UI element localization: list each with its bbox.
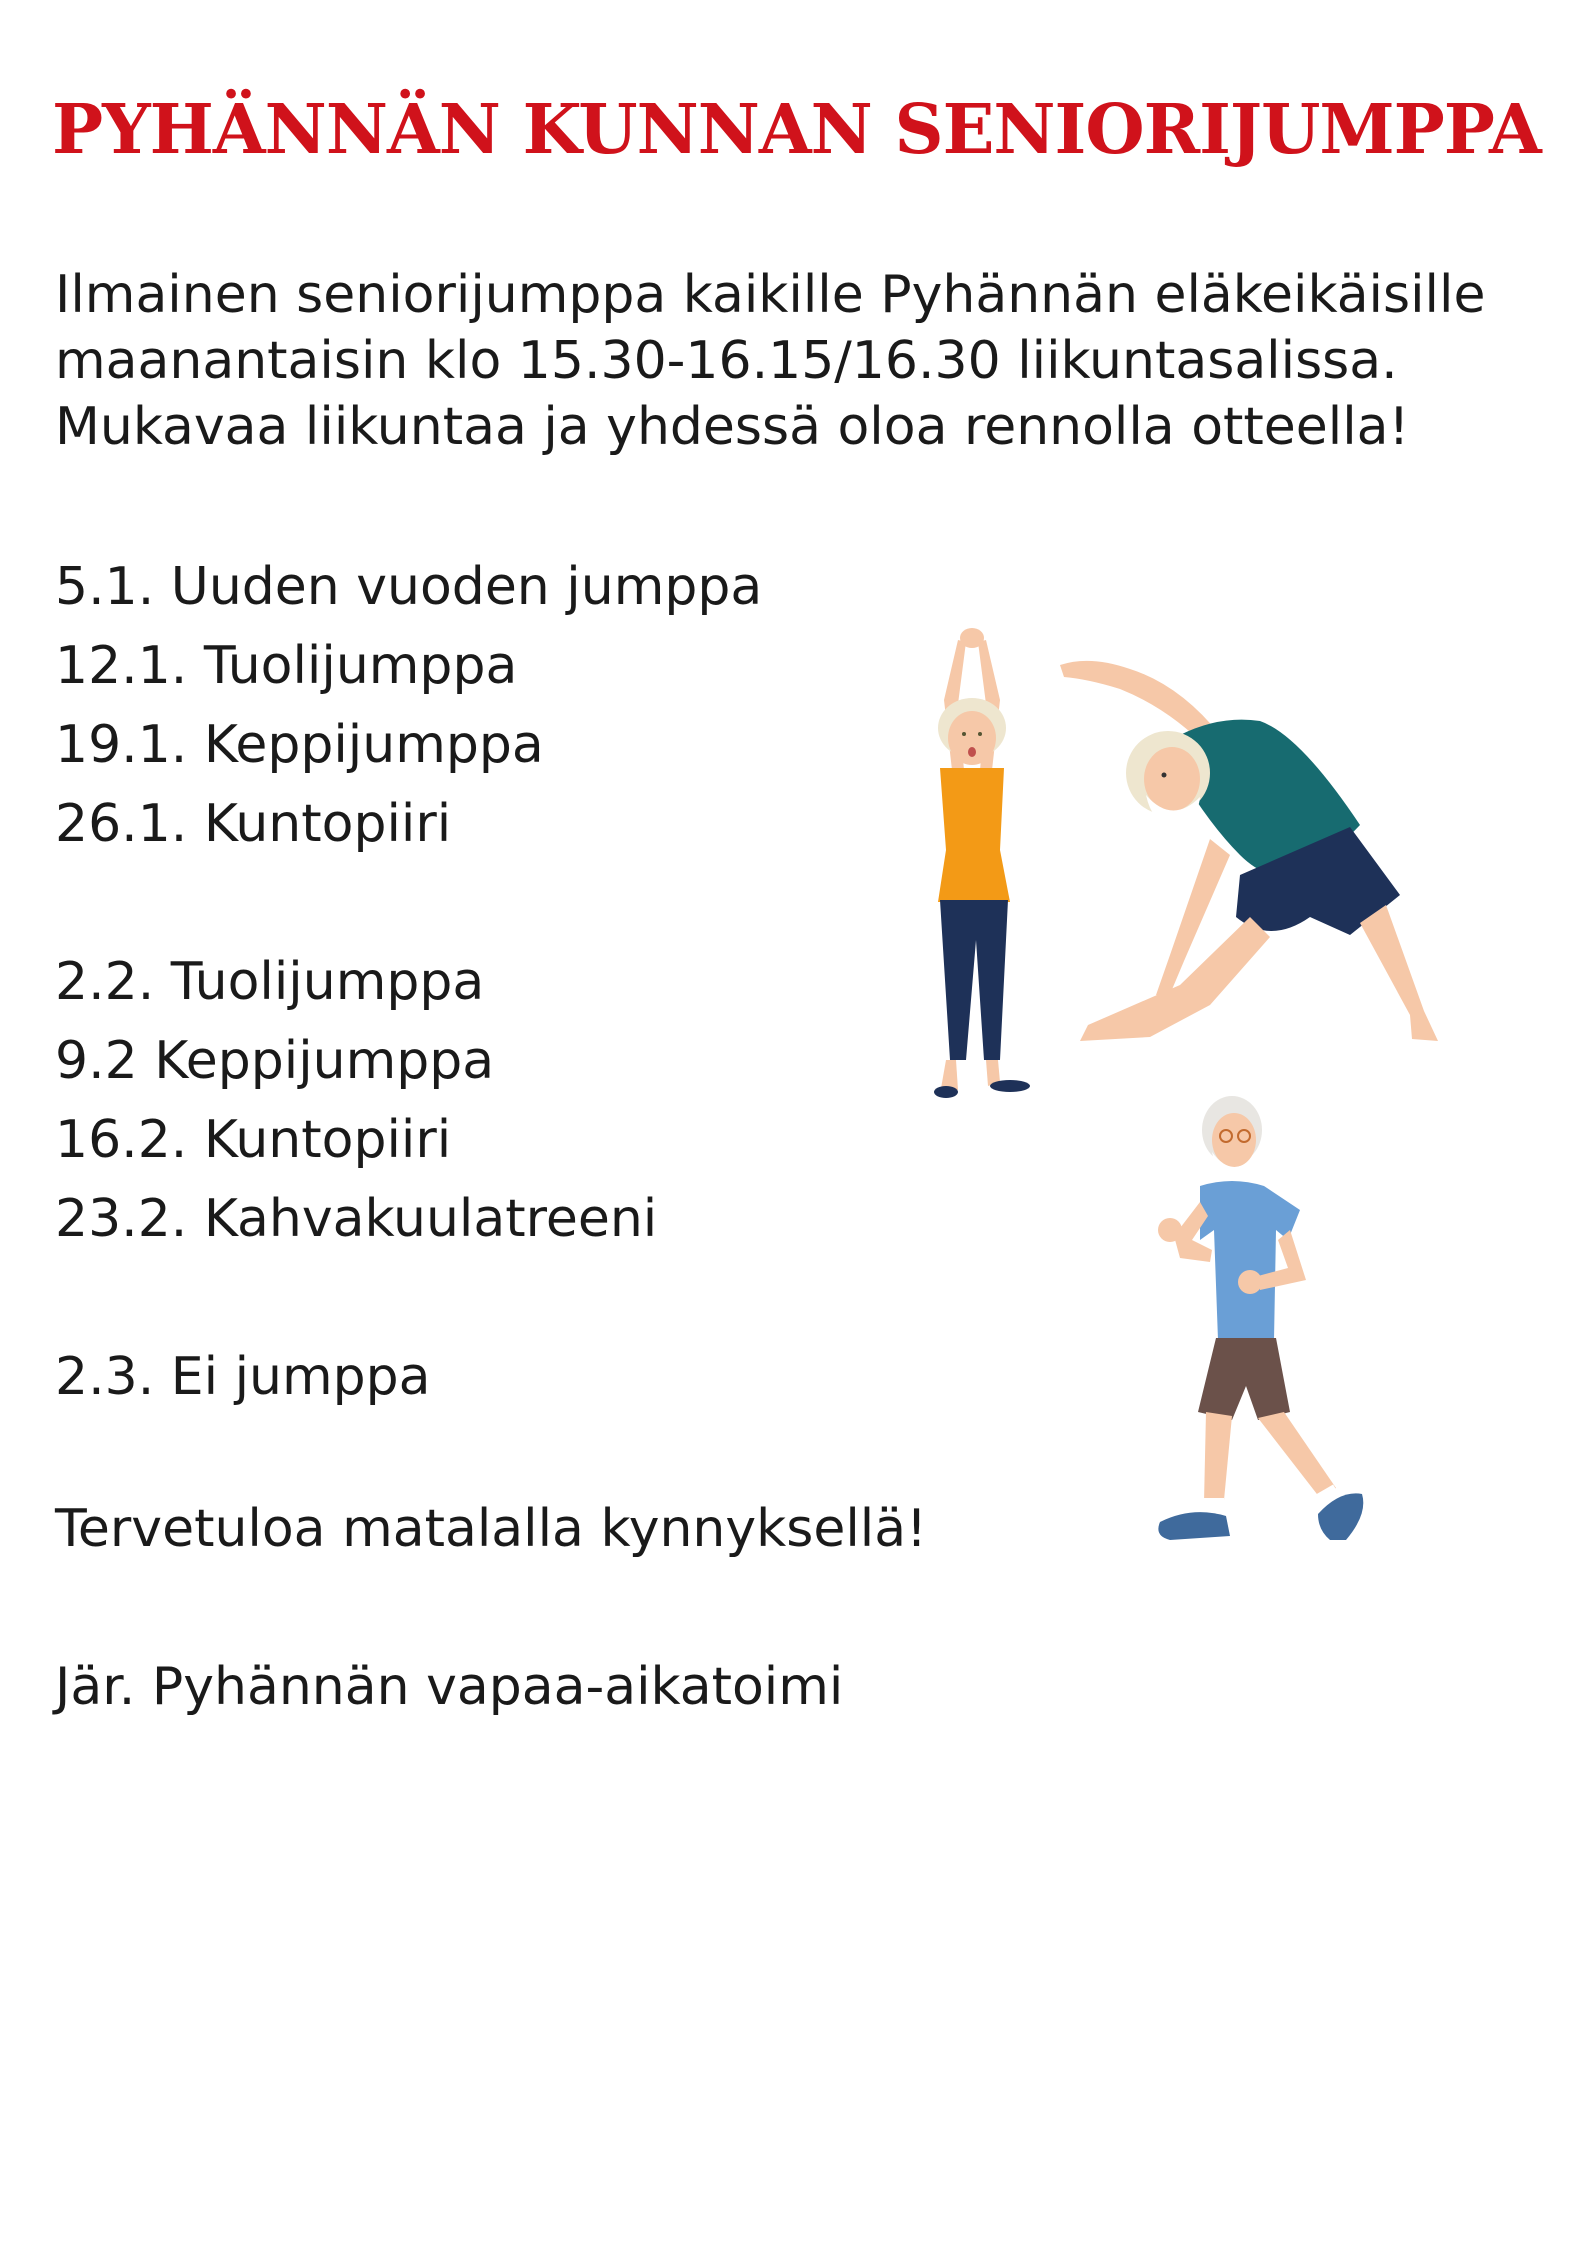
schedule-february [55,943,875,1259]
intro-line: Ilmainen seniorijumppa kaikille Pyhännän eläkeikäisille [55,265,1486,325]
schedule-march [55,1338,875,1417]
schedule-list [55,548,875,1496]
schedule-item: 2.2. Tuolijumppa [55,952,485,1012]
schedule-item: 9.2 Keppijumppa [55,1031,495,1091]
schedule-item: 12.1. Tuolijumppa [55,636,518,696]
woman-stretching-illustration [900,620,1040,1100]
intro-paragraph [55,262,1535,460]
welcome-text: Tervetuloa matalalla kynnyksellä! [55,1499,927,1559]
man-walking-illustration [1140,1090,1380,1590]
schedule-january [55,548,875,864]
man-side-bend-illustration [1060,655,1470,1050]
schedule-item: 26.1. Kuntopiiri [55,794,452,854]
schedule-item: 2.3. Ei jumppa [55,1347,431,1407]
schedule-item: 19.1. Keppijumppa [55,715,544,775]
intro-line: Mukavaa liikuntaa ja yhdessä oloa rennolla otteella! [55,397,1410,457]
schedule-item: 16.2. Kuntopiiri [55,1110,452,1170]
page-title: PYHÄNNÄN KUNNAN SENIORIJUMPPA [52,90,1541,170]
intro-line: maanantaisin klo 15.30-16.15/16.30 liikuntasalissa. [55,331,1398,391]
schedule-item: 5.1. Uuden vuoden jumppa [55,557,763,617]
organizer-text: Jär. Pyhännän vapaa-aikatoimi [55,1657,844,1717]
schedule-item: 23.2. Kahvakuulatreeni [55,1189,658,1249]
